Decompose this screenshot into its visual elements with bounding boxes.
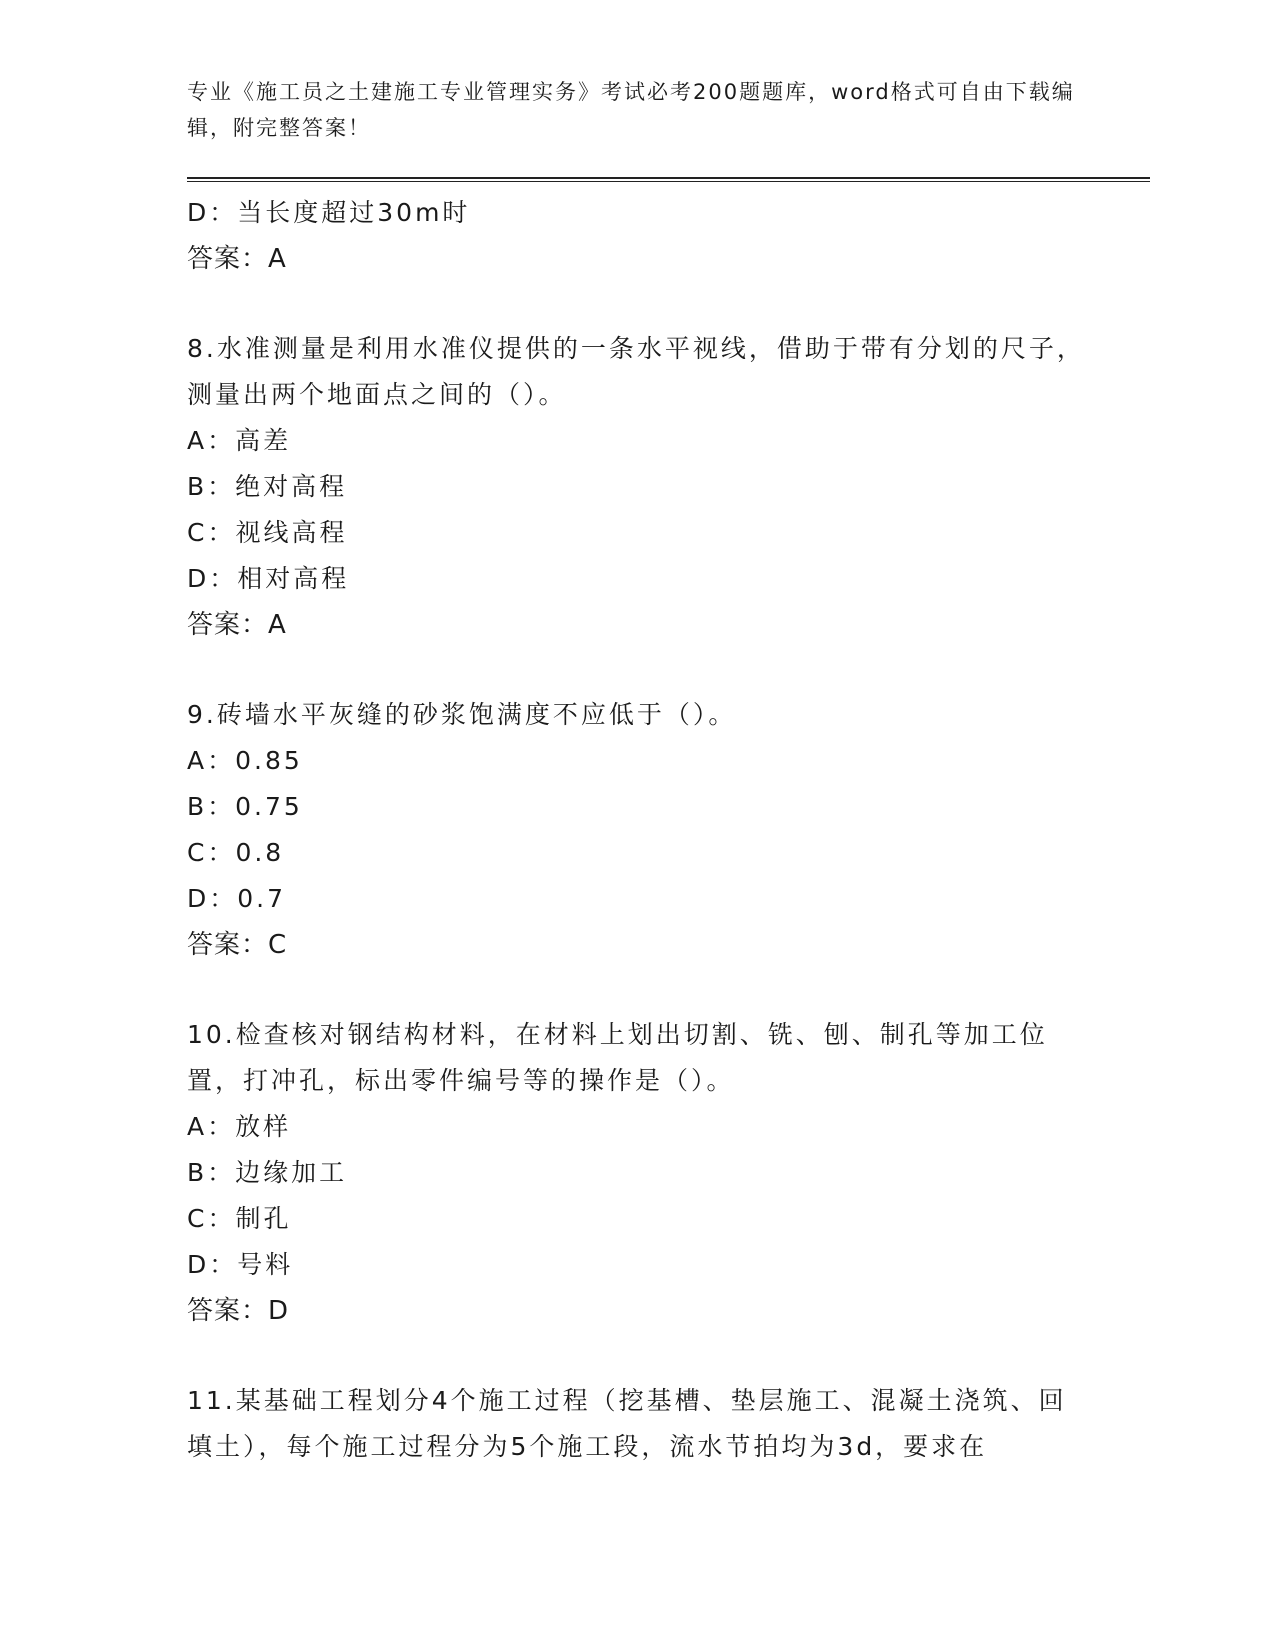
question-stem: 11.某基础工程划分4个施工过程（挖基槽、垫层施工、混凝土浇筑、回填土），每个施工过程分为5个施工段，流水节拍均为3d，要求在 [187, 1386, 1067, 1461]
answer: 答案：A [187, 244, 287, 274]
document-header: 专业《施工员之土建施工专业管理实务》考试必考200题题库，word格式可自由下载编辑，附完整答案！ [187, 80, 1075, 140]
option-d: D：0.7 [187, 884, 287, 913]
question-stem: 9.砖墙水平灰缝的砂浆饱满度不应低于（）。 [187, 700, 737, 729]
question-11 [187, 1378, 1087, 1470]
question-stem: 8.水准测量是利用水准仪提供的一条水平视线，借助于带有分划的尺子，测量出两个地面点之间的（）。 [187, 334, 1085, 409]
header-divider [187, 177, 1150, 182]
answer: 答案：C [187, 930, 288, 960]
document-body [187, 190, 1087, 1470]
answer: 答案：A [187, 610, 287, 640]
option-a: A：0.85 [187, 746, 303, 775]
option-a: A：放样 [187, 1112, 292, 1141]
question-10 [187, 1012, 1087, 1334]
answer: 答案：D [187, 1296, 290, 1326]
option-d: D：号料 [187, 1250, 294, 1279]
option-d: D：当长度超过30m时 [187, 198, 471, 227]
question-9 [187, 692, 1087, 968]
option-d: D：相对高程 [187, 564, 350, 593]
option-b: B：边缘加工 [187, 1158, 348, 1187]
option-a: A：高差 [187, 426, 292, 455]
option-c: C：0.8 [187, 838, 285, 867]
option-c: C：视线高程 [187, 518, 348, 547]
option-b: B：0.75 [187, 792, 303, 821]
option-b: B：绝对高程 [187, 472, 348, 501]
question-8 [187, 326, 1087, 648]
question-7-tail [187, 190, 1087, 282]
option-c: C：制孔 [187, 1204, 292, 1233]
question-stem: 10.检查核对钢结构材料，在材料上划出切割、铣、刨、制孔等加工位置，打冲孔，标出零件编号等的操作是（）。 [187, 1020, 1048, 1095]
